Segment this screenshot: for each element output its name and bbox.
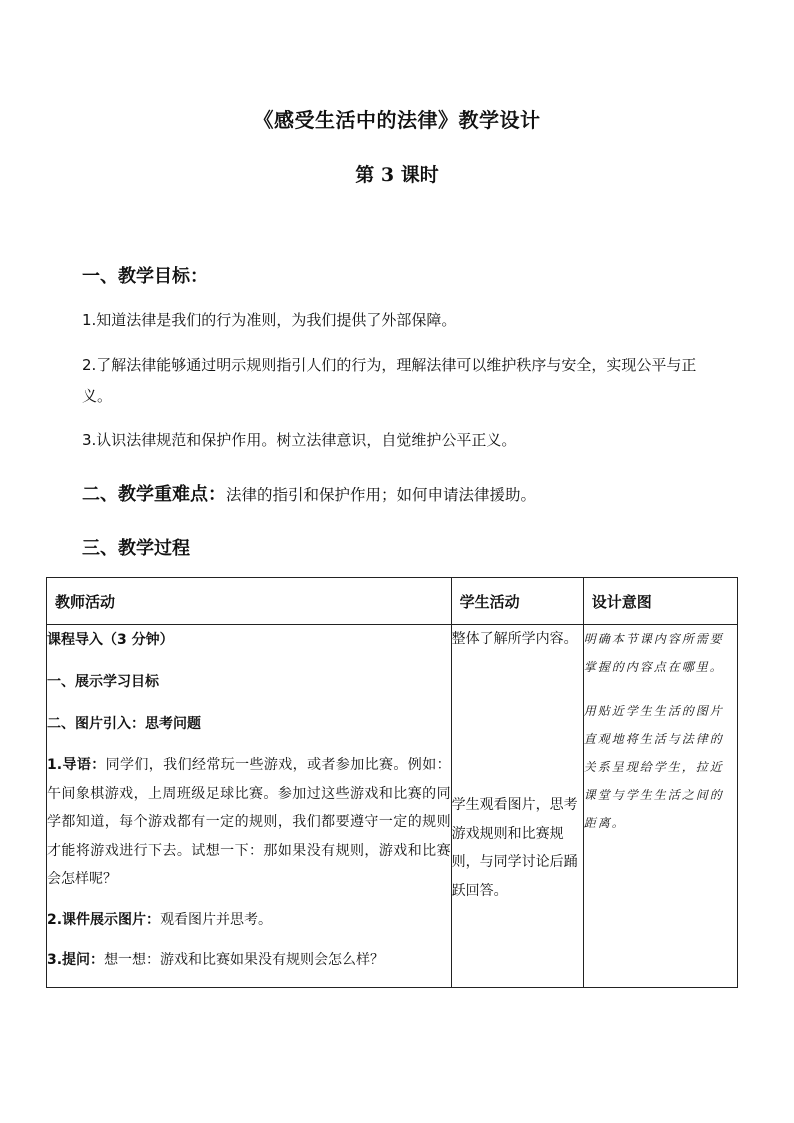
header-teacher-activity: 教师活动 [47, 578, 452, 625]
teacher-paragraph-2 [47, 906, 451, 935]
teacher-activity-cell [47, 625, 452, 988]
paragraph-3-text: 想一想：游戏和比赛如果没有规则会怎么样？ [104, 952, 385, 968]
table-header-row [47, 578, 738, 625]
paragraph-1-label: 1.导语： [47, 757, 106, 773]
objective-2: 2.了解法律能够通过明示规则指引人们的行为，理解法律可以维护秩序与安全，实现公平与正义。 [82, 356, 697, 405]
teacher-item-1: 一、展示学习目标 [47, 674, 159, 690]
paragraph-3-label: 3.提问： [47, 952, 105, 968]
teacher-paragraph-1 [47, 751, 451, 894]
teacher-paragraph-3 [47, 946, 451, 975]
paragraph-1-text: 同学们，我们经常玩一些游戏，或者参加比赛。例如：午间象棋游戏，上周班级足球比赛。参加过这些游戏和比赛的同学都知道，每个游戏都有一定的规则，我们都要遵守一定的规则才能将游戏进行下去。试想一下：那如果没有规则，游戏和比赛会怎样呢？ [47, 757, 451, 887]
keypoints-content: 法律的指引和保护作用；如何申请法律援助。 [226, 486, 537, 504]
objective-1: 1.知道法律是我们的行为准则，为我们提供了外部保障。 [82, 311, 457, 329]
design-intent-2: 用贴近学生生活的图片直观地将生活与法律的关系呈现给学生，拉近课堂与学生生活之间的距离。 [583, 704, 724, 830]
design-intent-1: 明确本节课内容所需要掌握的内容点在哪里。 [583, 632, 724, 674]
document-subtitle: 第 3 课时 [355, 164, 439, 186]
design-intent-cell [583, 625, 737, 988]
teacher-item-2: 二、图片引入：思考问题 [47, 716, 201, 732]
header-design-intent: 设计意图 [583, 578, 737, 625]
section-heading-process: 三、教学过程 [82, 538, 190, 559]
section-heading-objectives: 一、教学目标： [82, 266, 208, 287]
section-heading-keypoints [82, 480, 536, 506]
student-activity-2: 学生观看图片，思考游戏规则和比赛规则，与同学讨论后踊跃回答。 [451, 797, 578, 899]
table-row [47, 625, 738, 988]
student-activity-cell [451, 625, 583, 988]
student-activity-1: 整体了解所学内容。 [451, 631, 578, 647]
objective-3: 3.认识法律规范和保护作用。树立法律意识，自觉维护公平正义。 [82, 431, 517, 449]
paragraph-2-text: 观看图片并思考。 [160, 911, 273, 928]
keypoints-label: 二、教学重难点： [82, 484, 226, 505]
paragraph-2-label: 2.课件展示图片： [47, 911, 161, 928]
intro-title: 课程导入（3 分钟） [47, 632, 174, 648]
header-student-activity: 学生活动 [451, 578, 583, 625]
lesson-process-table [46, 577, 738, 988]
document-title: 《感受生活中的法律》教学设计 [253, 108, 541, 132]
